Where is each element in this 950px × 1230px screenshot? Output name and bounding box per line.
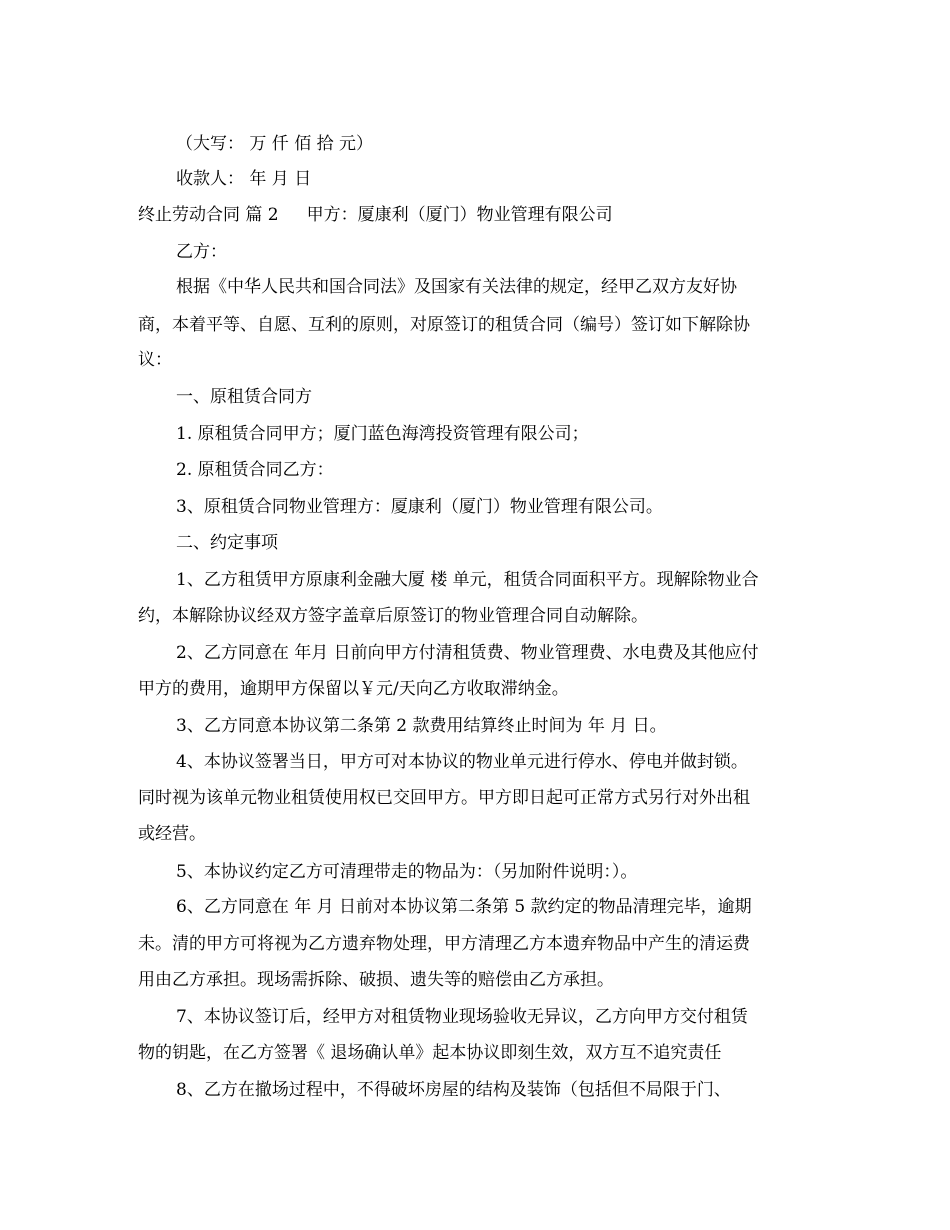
amount-in-words-line: （大写： 万 仟 佰 拾 元） <box>176 134 374 154</box>
clause-line: 用由乙方承担。现场需拆除、破损、遗失等的赔偿由乙方承担。 <box>138 970 614 990</box>
clause-line: 7、本协议签订后，经甲方对租赁物业现场验收无异议，乙方向甲方交付租赁 <box>176 1007 748 1027</box>
paragraph-line: 议： <box>138 350 172 370</box>
clause-line: 未。清的甲方可将视为乙方遗弃物处理，甲方清理乙方本遗弃物品中产生的清运费 <box>138 934 750 954</box>
party-b-line: 乙方： <box>176 242 227 262</box>
clause-line: 甲方的费用，逾期甲方保留以￥元/天向乙方收取滞纳金。 <box>138 679 569 699</box>
clause-line: 约，本解除协议经双方签字盖章后原签订的物业管理合同自动解除。 <box>138 606 648 626</box>
section-heading-line <box>138 199 818 231</box>
payee-line: 收款人： 年 月 日 <box>176 169 312 189</box>
clause-line: 物的钥匙，在乙方签署《 退场确认单》起本协议即刻生效，双方互不追究责任 <box>138 1043 722 1063</box>
section-title: 终止劳动合同 篇 2 <box>138 205 279 225</box>
list-item: 3、原租赁合同物业管理方：厦康利（厦门）物业管理有限公司。 <box>176 497 663 517</box>
clause-line: 同时视为该单元物业租赁使用权已交回甲方。甲方即日起可正常方式另行对外出租 <box>138 788 750 808</box>
paragraph-line: 商，本着平等、自愿、互利的原则，对原签订的租赁合同（编号）签订如下解除协 <box>138 315 750 335</box>
clause-line: 8、乙方在撤场过程中，不得破坏房屋的结构及装饰（包括但不局限于门、 <box>176 1080 731 1100</box>
heading-original-parties: 一、原租赁合同方 <box>176 387 312 407</box>
list-item: 2. 原租赁合同乙方： <box>176 460 334 480</box>
clause-line: 5、本协议约定乙方可清理带走的物品为：（另加附件说明：）。 <box>176 862 638 882</box>
heading-agreed-matters: 二、约定事项 <box>176 533 278 553</box>
clause-line: 1、乙方租赁甲方原康利金融大厦 楼 单元，租赁合同面积平方。现解除物业合 <box>176 570 759 590</box>
clause-line: 3、乙方同意本协议第二条第 2 款费用结算终止时间为 年 月 日。 <box>176 716 667 736</box>
list-item: 1. 原租赁合同甲方；厦门蓝色海湾投资管理有限公司； <box>176 424 589 444</box>
clause-line: 或经营。 <box>138 824 206 844</box>
clause-line: 4、本协议签署当日，甲方可对本协议的物业单元进行停水、停电并做封锁。 <box>176 752 748 772</box>
party-a-label: 甲方：厦康利（厦门）物业管理有限公司 <box>306 205 613 225</box>
paragraph-line: 根据《中华人民共和国合同法》及国家有关法律的规定，经甲乙双方友好协 <box>176 277 737 297</box>
clause-line: 6、乙方同意在 年 月 日前对本协议第二条第 5 款约定的物品清理完毕，逾期 <box>176 897 752 917</box>
clause-line: 2、乙方同意在 年月 日前向甲方付清租赁费、物业管理费、水电费及其他应付 <box>176 643 759 663</box>
